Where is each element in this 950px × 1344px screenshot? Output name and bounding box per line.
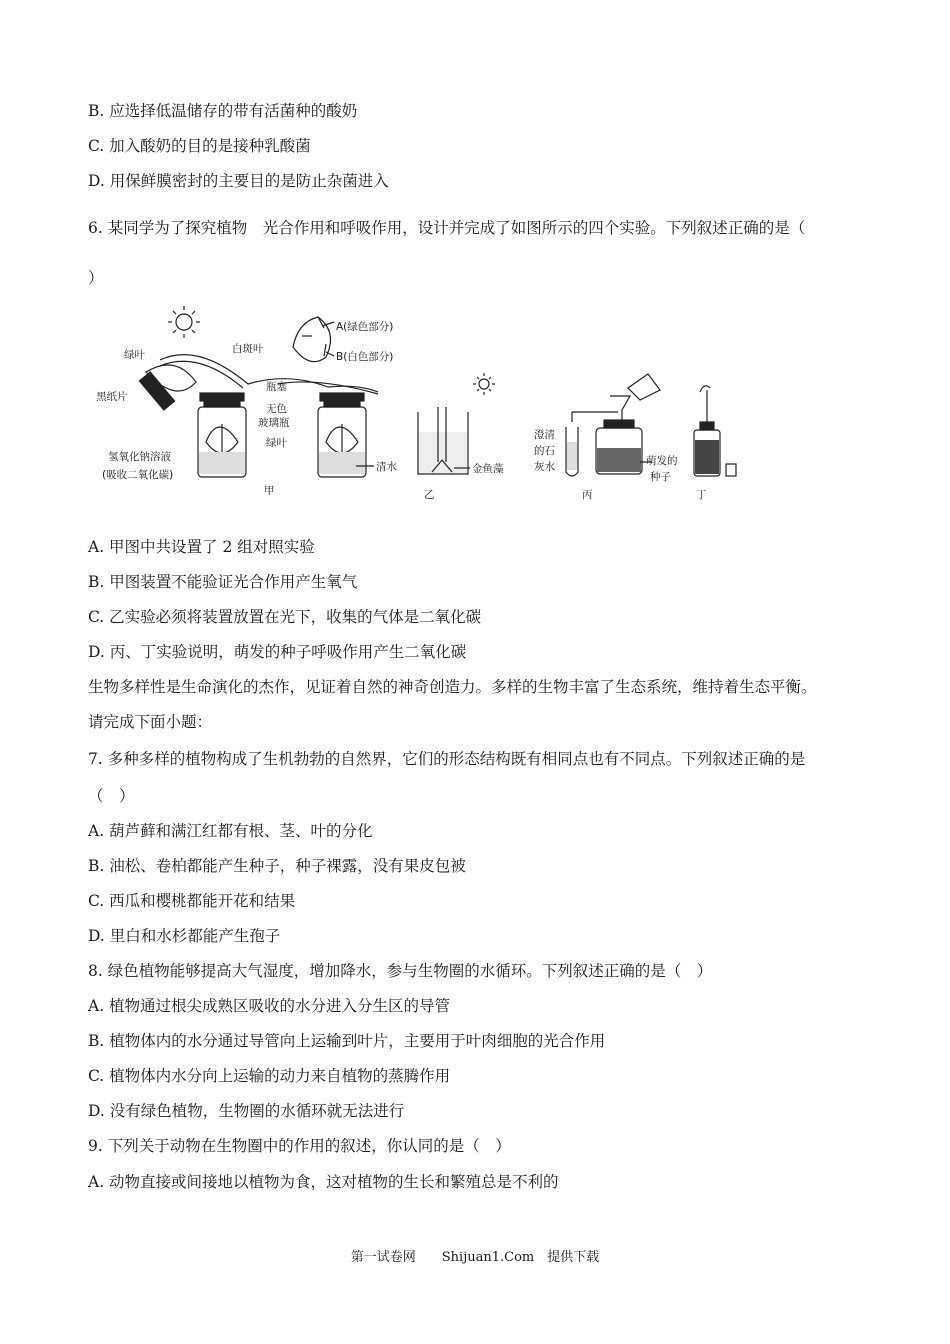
label-lvye: 绿叶 — [124, 349, 145, 361]
question-7-paren: （ ） — [88, 787, 135, 805]
label-yi: 乙 — [424, 489, 435, 501]
jar-1-icon — [198, 393, 246, 477]
label-bing: 丙 — [582, 489, 593, 501]
question-8-option-b: B. 植物体内的水分通过导管向上运输到叶片，主要用于叶肉细胞的光合作用 — [88, 1032, 606, 1050]
question-6-stem-close: ） — [88, 269, 104, 287]
question-5-option-b: B. 应选择低温储存的带有活菌种的酸奶 — [88, 102, 358, 120]
question-7-stem: 7. 多种多样的植物构成了生机勃勃的自然界，它们的形态结构既有相同点也有不同点。下列叙述正确的是 — [88, 750, 806, 768]
label-wuse: 无色 — [266, 403, 287, 415]
question-9-stem: 9. 下列关于动物在生物圈中的作用的叙述，你认同的是（ ） — [88, 1137, 511, 1155]
question-7-option-b: B. 油松、卷柏都能产生种子，种子裸露，没有果皮包被 — [88, 857, 466, 875]
label-qingshui: 清水 — [376, 461, 397, 473]
question-8-option-c: C. 植物体内水分向上运输的动力来自植物的蒸腾作用 — [88, 1067, 451, 1085]
question-8-option-a: A. 植物通过根尖成熟区吸收的水分进入分生区的导管 — [88, 997, 451, 1015]
label-pingsai: 瓶塞 — [266, 381, 287, 393]
question-7-option-a: A. 葫芦藓和满江红都有根、茎、叶的分化 — [88, 822, 373, 840]
seed-jar-icon — [694, 386, 736, 476]
sun-icon — [168, 306, 200, 338]
label-huishui: 灰水 — [534, 461, 555, 473]
label-baibanye: 白斑叶 — [232, 343, 264, 355]
question-8-stem: 8. 绿色植物能够提高大气湿度，增加降水，参与生物圈的水循环。下列叙述正确的是（ ） — [88, 962, 713, 980]
label-jinyuzao: 金鱼藻 — [472, 463, 504, 475]
question-5-option-c: C. 加入酸奶的目的是接种乳酸菌 — [88, 137, 311, 155]
question-7-option-c: C. 西瓜和樱桃都能开花和结果 — [88, 892, 296, 910]
label-ding: 丁 — [696, 489, 707, 501]
question-6-stem: 6. 某同学为了探究植物 光合作用和呼吸作用，设计并完成了如图所示的四个实验。下列叙述正确的是（ — [88, 219, 806, 237]
question-8-option-d: D. 没有绿色植物，生物圈的水循环就无法进行 — [88, 1102, 405, 1120]
question-6-option-b: B. 甲图装置不能验证光合作用产生氧气 — [88, 573, 358, 591]
sun-icon-2 — [473, 373, 495, 395]
beaker-icon — [418, 407, 468, 474]
label-chengqing: 澄清 — [534, 429, 555, 441]
jar-2-icon — [318, 393, 366, 477]
label-naoh-1: 氢氧化钠溶液 — [108, 451, 171, 463]
label-jia: 甲 — [264, 485, 275, 497]
intro-line-1: 生物多样性是生命演化的杰作，见证着自然的神奇创造力。多样的生物丰富了生态系统，维持着生态平衡。 — [88, 678, 817, 696]
label-zhongzi: 种子 — [650, 471, 671, 483]
label-mengfa: 萌发的 — [646, 455, 678, 467]
question-6-option-a: A. 甲图中共设置了 2 组对照实验 — [88, 538, 315, 556]
black-paper-icon — [139, 372, 174, 410]
question-6-option-d: D. 丙、丁实验说明，萌发的种子呼吸作用产生二氧化碳 — [88, 643, 467, 661]
label-lvye-2: 绿叶 — [266, 437, 287, 449]
question-6-option-c: C. 乙实验必须将装置放置在光下，收集的气体是二氧化碳 — [88, 608, 482, 626]
label-heizhipian: 黑纸片 — [96, 391, 128, 403]
variegated-leaf-icon — [293, 317, 331, 362]
question-7-option-d: D. 里白和水杉都能产生孢子 — [88, 927, 281, 945]
experiment-figure — [88, 292, 768, 507]
label-b-part: B(白色部分) — [336, 351, 394, 363]
label-deshi: 的石 — [534, 445, 555, 457]
intro-line-2: 请完成下面小题： — [88, 713, 213, 731]
question-9-option-a: A. 动物直接或间接地以植物为食，这对植物的生长和繁殖总是不利的 — [88, 1173, 559, 1191]
label-bolipin: 玻璃瓶 — [258, 417, 290, 429]
label-naoh-2: (吸收二氧化碳) — [102, 469, 174, 481]
question-5-option-d: D. 用保鲜膜密封的主要目的是防止杂菌进入 — [88, 172, 389, 190]
label-a-part: A(绿色部分) — [336, 321, 394, 333]
page-footer: 第一试卷网 Shijuan1.Com 提供下载 — [350, 1250, 600, 1265]
